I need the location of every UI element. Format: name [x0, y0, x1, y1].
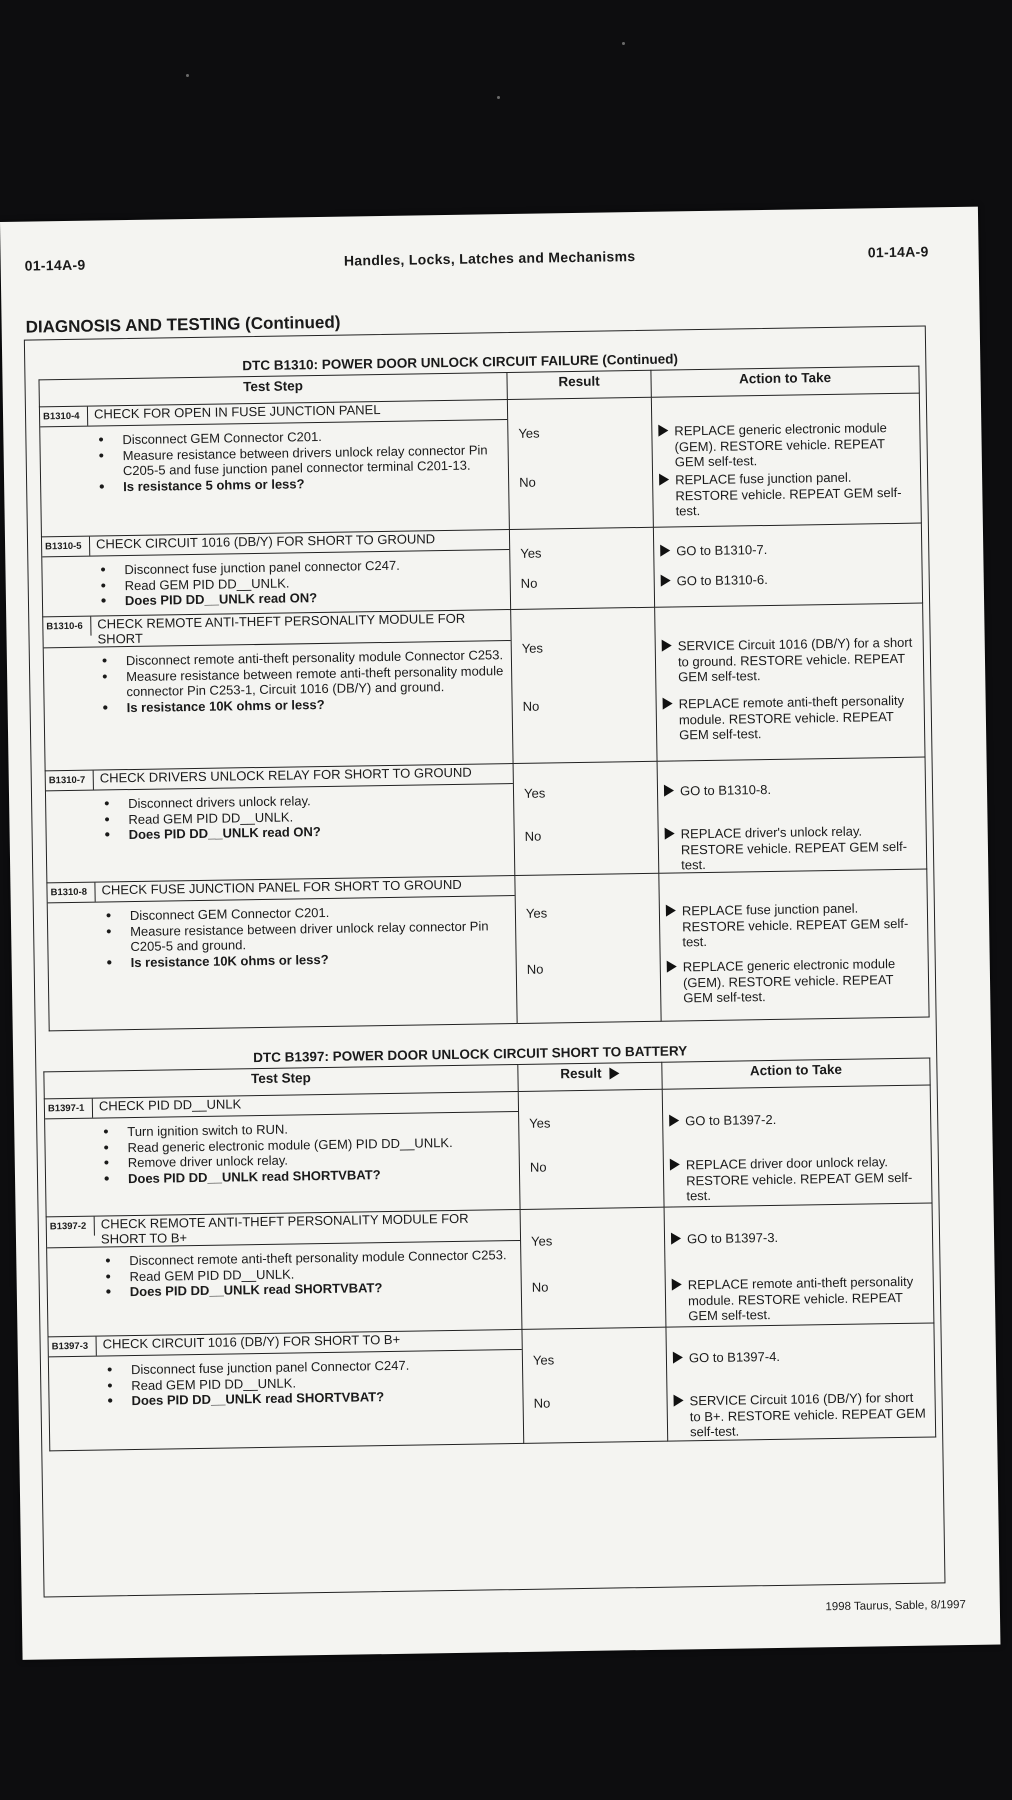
step-question: • Is resistance 10K ohms or less? — [131, 949, 510, 970]
col-header-test-step: Test Step — [44, 1064, 518, 1098]
arrow-icon — [672, 1278, 682, 1290]
step-title: CHECK REMOTE ANTI-THEFT PERSONALITY MODULE FOR SHORT TO B+ — [100, 1210, 469, 1247]
instruction-item: • Read GEM PID DD__UNLK. — [128, 806, 507, 827]
dtc-title-b1397: DTC B1397: POWER DOOR UNLOCK CIRCUIT SHORT TO BATTERY — [253, 1043, 688, 1066]
step-id: B1310-5 — [42, 537, 90, 557]
col-header-action — [651, 366, 919, 397]
step-instructions — [44, 647, 512, 716]
action-text: REPLACE generic electronic module (GEM). RESTORE vehicle. REPEAT GEM self-test. — [674, 420, 887, 470]
result-yes: Yes — [529, 1115, 551, 1131]
arrow-icon — [661, 575, 671, 587]
test-step-row — [48, 1323, 936, 1451]
test-step-cell — [44, 1091, 520, 1216]
action-item — [660, 540, 913, 559]
instruction-item: • Disconnect fuse junction panel connector C247. — [124, 556, 503, 577]
arrow-icon — [670, 1158, 680, 1170]
arrow-icon — [666, 904, 676, 916]
instruction-item: • Read GEM PID DD__UNLK. — [129, 1263, 514, 1285]
step-title: CHECK CIRCUIT 1016 (DB/Y) FOR SHORT TO B+ — [102, 1331, 401, 1352]
result-cell — [513, 761, 659, 875]
step-instructions — [46, 790, 514, 844]
action-text: SERVICE Circuit 1016 (DB/Y) for short to B+. RESTORE vehicle. REPEAT GEM self-test. — [689, 1389, 926, 1440]
instruction-item: • Remove driver unlock relay. — [128, 1149, 513, 1171]
step-id: B1310-6 — [43, 617, 91, 637]
arrow-icon — [673, 1351, 683, 1363]
step-instructions — [47, 1247, 521, 1301]
result-no: No — [526, 961, 544, 977]
col-header-result — [507, 370, 651, 399]
step-id: B1310-4 — [40, 407, 88, 427]
action-cell — [653, 523, 922, 607]
instruction-item: • Measure resistance between drivers unlock relay connector Pin C205-5 and fuse junction panel connector terminal C201-13. — [123, 442, 502, 479]
action-text: GO to B1310-7. — [676, 541, 768, 559]
action-item — [661, 570, 914, 589]
step-instructions — [49, 1356, 523, 1410]
action-text: REPLACE driver door unlock relay. RESTORE vehicle. REPEAT GEM self-test. — [685, 1154, 913, 1204]
dtc-b1310-table — [38, 366, 929, 1032]
step-question: • Does PID DD__UNLK read ON? — [125, 587, 504, 608]
step-header — [43, 610, 510, 648]
result-yes: Yes — [530, 1233, 553, 1249]
test-step-row — [43, 603, 925, 771]
dtc-title-b1310: DTC B1310: POWER DOOR UNLOCK CIRCUIT FAILURE (Continued) — [242, 351, 679, 374]
action-item — [664, 780, 917, 799]
test-step-cell — [43, 610, 513, 771]
test-step-row — [47, 869, 929, 1031]
result-cell — [520, 1207, 666, 1329]
arrow-icon — [674, 1394, 684, 1406]
arrow-icon — [663, 697, 673, 709]
result-header-label: Result — [560, 1065, 602, 1082]
result-cell — [515, 873, 661, 1023]
arrow-icon — [669, 1114, 679, 1126]
action-cell — [657, 757, 927, 873]
result-yes: Yes — [525, 905, 548, 921]
instruction-item: • Disconnect GEM Connector C201. — [130, 902, 509, 923]
arrow-icon — [664, 784, 674, 796]
result-no: No — [531, 1279, 549, 1295]
step-instructions — [42, 556, 510, 610]
action-text: SERVICE Circuit 1016 (DB/Y) for a short to ground. RESTORE vehicle. REPEAT GEM self-test. — [677, 634, 913, 685]
step-title: CHECK FUSE JUNCTION PANEL FOR SHORT TO GROUND — [101, 876, 462, 898]
step-question: • Is resistance 10K ohms or less? — [127, 694, 506, 715]
action-cell — [655, 603, 925, 761]
result-no: No — [524, 828, 542, 844]
action-item — [671, 1228, 924, 1247]
dtc-b1397-table — [43, 1057, 936, 1451]
action-cell — [664, 1203, 934, 1327]
result-cell — [507, 397, 653, 529]
test-step-cell — [39, 400, 509, 537]
step-question: • Is resistance 5 ohms or less? — [123, 473, 502, 494]
step-question: • Does PID DD__UNLK read SHORTVBAT? — [128, 1165, 513, 1187]
action-text: REPLACE remote anti-theft personality module. RESTORE vehicle. REPEAT GEM self-test. — [678, 692, 905, 743]
action-item — [658, 420, 912, 470]
test-step-row — [44, 1085, 932, 1217]
arrow-icon — [665, 827, 675, 839]
action-text: GO to B1310-6. — [676, 571, 768, 589]
action-text: REPLACE remote anti-theft personality module. RESTORE vehicle. REPEAT GEM self-test. — [687, 1273, 914, 1324]
action-cell — [659, 869, 929, 1021]
result-no: No — [519, 474, 536, 490]
action-item — [673, 1390, 927, 1440]
instruction-item: • Disconnect fuse junction panel Connector C247. — [131, 1356, 516, 1378]
section-heading: DIAGNOSIS AND TESTING (Continued) — [25, 312, 341, 337]
instruction-item: • Read GEM PID DD__UNLK. — [131, 1372, 516, 1394]
action-cell — [666, 1323, 936, 1441]
action-item — [665, 823, 919, 873]
action-cell — [651, 393, 921, 527]
result-cell — [509, 527, 654, 609]
action-header-label: Action to Take — [749, 1061, 843, 1079]
action-item — [672, 1274, 926, 1324]
action-text: REPLACE fuse junction panel. RESTORE vehicle. REPEAT GEM self-test. — [681, 900, 909, 950]
arrow-icon — [658, 425, 668, 437]
step-question: • Does PID DD__UNLK read ON? — [129, 821, 508, 842]
result-cell — [511, 607, 657, 763]
result-yes: Yes — [532, 1352, 555, 1368]
test-step-row — [45, 757, 927, 883]
result-cell — [518, 1089, 664, 1209]
test-step-row — [41, 523, 922, 617]
background-speck — [497, 96, 500, 99]
step-title: CHECK PID DD__UNLK — [98, 1096, 242, 1114]
action-text: GO to B1397-2. — [685, 1111, 777, 1129]
page-code-right: 01-14A-9 — [867, 243, 929, 261]
action-item — [662, 635, 916, 685]
arrow-icon — [671, 1232, 681, 1244]
result-cell — [522, 1327, 668, 1443]
result-yes: Yes — [518, 425, 540, 441]
step-title: CHECK CIRCUIT 1016 (DB/Y) FOR SHORT TO GROUND — [95, 531, 436, 552]
instruction-item: • Turn ignition switch to RUN. — [127, 1118, 512, 1140]
instruction-item: • Disconnect remote anti-theft personality module Connector C253. — [126, 647, 505, 668]
instruction-item: • Read GEM PID DD__UNLK. — [125, 572, 504, 593]
page-footer: 1998 Taurus, Sable, 8/1997 — [825, 1599, 966, 1614]
test-step-row — [46, 1203, 934, 1337]
result-header-label: Result — [558, 373, 600, 390]
result-no: No — [529, 1159, 547, 1175]
action-item — [666, 900, 920, 950]
action-text: REPLACE fuse junction panel. RESTORE vehicle. REPEAT GEM self-test. — [675, 469, 902, 519]
col-header-result — [518, 1062, 662, 1091]
action-item — [673, 1347, 926, 1366]
arrow-icon — [660, 545, 670, 557]
step-question: • Does PID DD__UNLK read SHORTVBAT? — [130, 1278, 515, 1300]
step-instructions — [48, 902, 516, 971]
result-no: No — [533, 1395, 551, 1411]
col-header-test-step: Test Step — [39, 373, 507, 407]
test-step-cell — [41, 530, 510, 617]
arrow-icon — [662, 640, 672, 652]
instruction-item: • Read generic electronic module (GEM) PID DD__UNLK. — [127, 1134, 512, 1156]
action-text: GO to B1397-4. — [688, 1348, 781, 1366]
action-text: REPLACE driver's unlock relay. RESTORE vehicle. REPEAT GEM self-test. — [680, 823, 908, 873]
arrow-icon — [609, 1068, 619, 1080]
step-title: CHECK DRIVERS UNLOCK RELAY FOR SHORT TO GROUND — [99, 764, 472, 786]
background-speck — [186, 74, 189, 77]
manual-page — [0, 207, 1000, 1660]
step-title: CHECK REMOTE ANTI-THEFT PERSONALITY MODULE FOR SHORT — [97, 610, 466, 647]
page-code-left: 01-14A-9 — [24, 256, 86, 274]
step-instructions — [40, 426, 508, 495]
action-text: GO to B1310-8. — [679, 781, 772, 799]
background-speck — [622, 42, 625, 45]
instruction-item: • Measure resistance between driver unlock relay connector Pin C205-5 and ground. — [130, 918, 509, 955]
test-step-cell — [46, 1209, 522, 1336]
action-item — [669, 1110, 922, 1129]
action-item — [670, 1154, 924, 1204]
instruction-item: • Disconnect remote anti-theft personality module Connector C253. — [129, 1247, 514, 1269]
result-no: No — [520, 575, 538, 591]
test-step-cell — [47, 875, 517, 1030]
instruction-item: • Disconnect drivers unlock relay. — [128, 790, 507, 811]
test-step-cell — [48, 1329, 524, 1450]
step-id: B1397-1 — [45, 1099, 93, 1119]
result-yes: Yes — [521, 640, 544, 656]
result-no: No — [522, 698, 540, 714]
step-id: B1397-3 — [49, 1337, 97, 1357]
instruction-item: • Measure resistance between remote anti-theft personality module connector Pin C253-1, Circuit 1016 (DB/Y) and ground. — [126, 663, 505, 700]
action-text: GO to B1397-3. — [686, 1229, 779, 1247]
step-instructions — [45, 1118, 519, 1187]
step-id: B1397-2 — [47, 1217, 95, 1237]
action-header-label: Action to Take — [738, 369, 832, 387]
test-step-cell — [45, 764, 515, 883]
step-question: • Does PID DD__UNLK read SHORTVBAT? — [131, 1387, 516, 1409]
action-item — [663, 693, 917, 743]
arrow-icon — [667, 960, 677, 972]
action-item — [659, 469, 913, 519]
col-header-action — [662, 1058, 930, 1089]
result-yes: Yes — [520, 545, 542, 561]
step-header — [47, 1210, 520, 1248]
action-cell — [662, 1085, 932, 1207]
action-item — [667, 956, 921, 1006]
page-title: Handles, Locks, Latches and Mechanisms — [343, 248, 636, 269]
step-id: B1310-7 — [46, 771, 94, 791]
action-text: REPLACE generic electronic module (GEM). RESTORE vehicle. REPEAT GEM self-test. — [682, 956, 896, 1006]
step-id: B1310-8 — [47, 883, 95, 903]
step-title: CHECK FOR OPEN IN FUSE JUNCTION PANEL — [93, 402, 381, 422]
test-step-row — [39, 393, 921, 537]
arrow-icon — [659, 474, 669, 486]
result-yes: Yes — [523, 785, 546, 801]
instruction-item: • Disconnect GEM Connector C201. — [122, 426, 501, 447]
